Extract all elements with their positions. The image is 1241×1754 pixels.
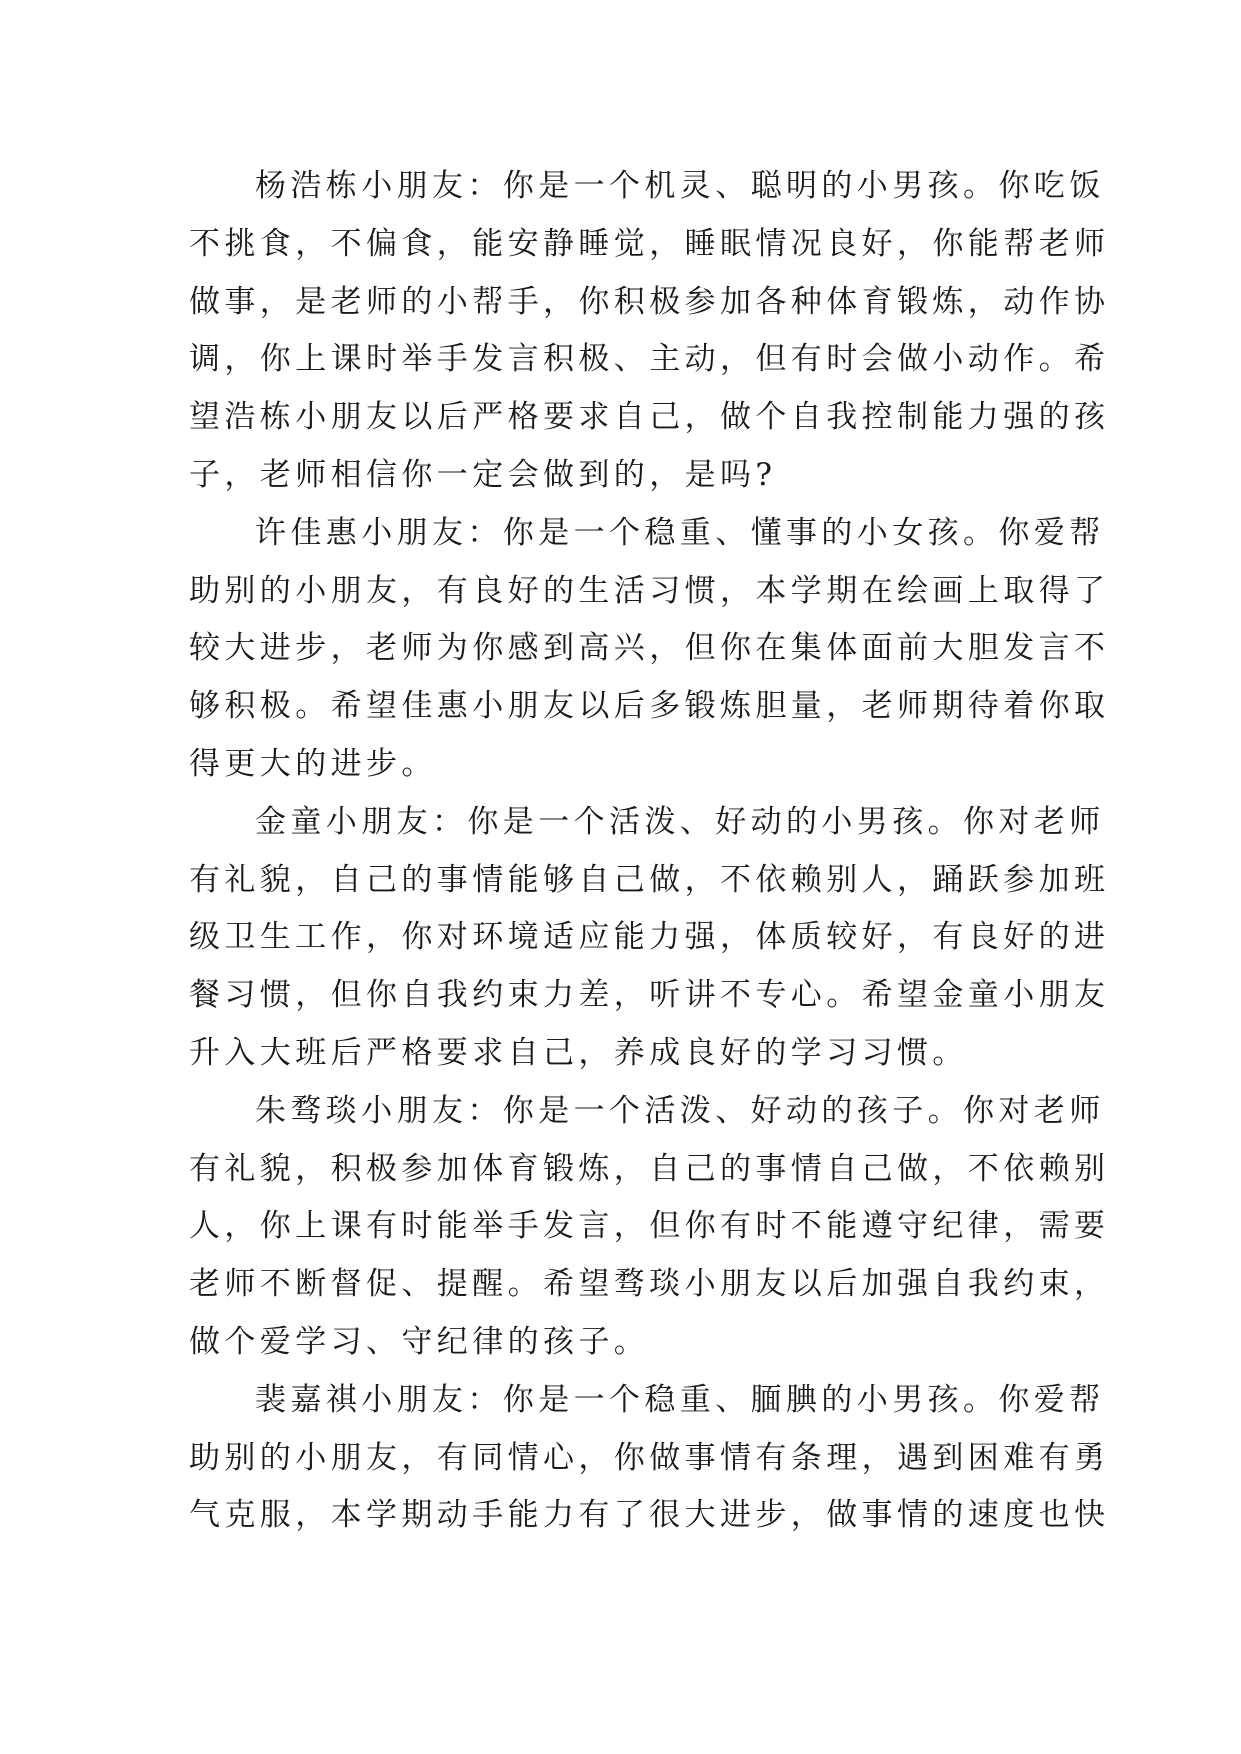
body-text	[189, 158, 1110, 1545]
paragraph-line: 助别的小朋友，有良好的生活习惯，本学期在绘画上取得了	[189, 572, 1110, 609]
paragraph-line: 餐习惯，但你自我约束力差，听讲不专心。希望金童小朋友	[189, 977, 1110, 1014]
paragraph-line: 子，老师相信你一定会做到的，是吗?	[189, 456, 777, 493]
paragraph-line: 助别的小朋友，有同情心，你做事情有条理，遇到困难有勇	[189, 1439, 1110, 1476]
paragraph-line: 朱骛琰小朋友：你是一个活泼、好动的孩子。你对老师	[255, 1092, 1105, 1129]
paragraph-line: 升入大班后严格要求自己，养成良好的学习习惯。	[189, 1034, 968, 1071]
paragraph-line: 有礼貌，积极参加体育锻炼，自己的事情自己做，不依赖别	[189, 1150, 1110, 1187]
paragraph-comment-jin-tong	[189, 794, 1110, 1083]
paragraph-line: 不挑食，不偏食，能安静睡觉，睡眠情况良好，你能帮老师	[189, 225, 1110, 262]
paragraph-line: 级卫生工作，你对环境适应能力强，体质较好，有良好的进	[189, 919, 1110, 956]
paragraph-line: 做个爱学习、守纪律的孩子。	[189, 1323, 650, 1360]
paragraph-line: 气克服，本学期动手能力有了很大进步，做事情的速度也快	[189, 1497, 1110, 1534]
paragraph-line: 调，你上课时举手发言积极、主动，但有时会做小动作。希	[189, 341, 1110, 378]
paragraph-comment-zhu-wutan	[189, 1083, 1110, 1372]
paragraph-comment-yang-haodong	[189, 158, 1110, 505]
paragraph-line: 望浩栋小朋友以后严格要求自己，做个自我控制能力强的孩	[189, 399, 1110, 436]
paragraph-line: 够积极。希望佳惠小朋友以后多锻炼胆量，老师期待着你取	[189, 688, 1110, 725]
paragraph-comment-pei-jiaqi	[189, 1372, 1110, 1545]
paragraph-line: 金童小朋友：你是一个活泼、好动的小男孩。你对老师	[255, 803, 1105, 840]
paragraph-line: 得更大的进步。	[189, 745, 437, 782]
paragraph-line: 人，你上课有时能举手发言，但你有时不能遵守纪律，需要	[189, 1208, 1110, 1245]
paragraph-line: 做事，是老师的小帮手，你积极参加各种体育锻炼，动作协	[189, 283, 1110, 320]
paragraph-line: 有礼貌，自己的事情能够自己做，不依赖别人，踊跃参加班	[189, 861, 1110, 898]
paragraph-line: 许佳惠小朋友：你是一个稳重、懂事的小女孩。你爱帮	[255, 514, 1105, 551]
paragraph-line: 较大进步，老师为你感到高兴，但你在集体面前大胆发言不	[189, 630, 1110, 667]
paragraph-line: 老师不断督促、提醒。希望骛琰小朋友以后加强自我约束，	[189, 1266, 1110, 1303]
paragraph-line: 裴嘉祺小朋友：你是一个稳重、腼腆的小男孩。你爱帮	[255, 1381, 1105, 1418]
paragraph-line: 杨浩栋小朋友：你是一个机灵、聪明的小男孩。你吃饭	[255, 168, 1105, 204]
paragraph-comment-xu-jiahui	[189, 505, 1110, 794]
